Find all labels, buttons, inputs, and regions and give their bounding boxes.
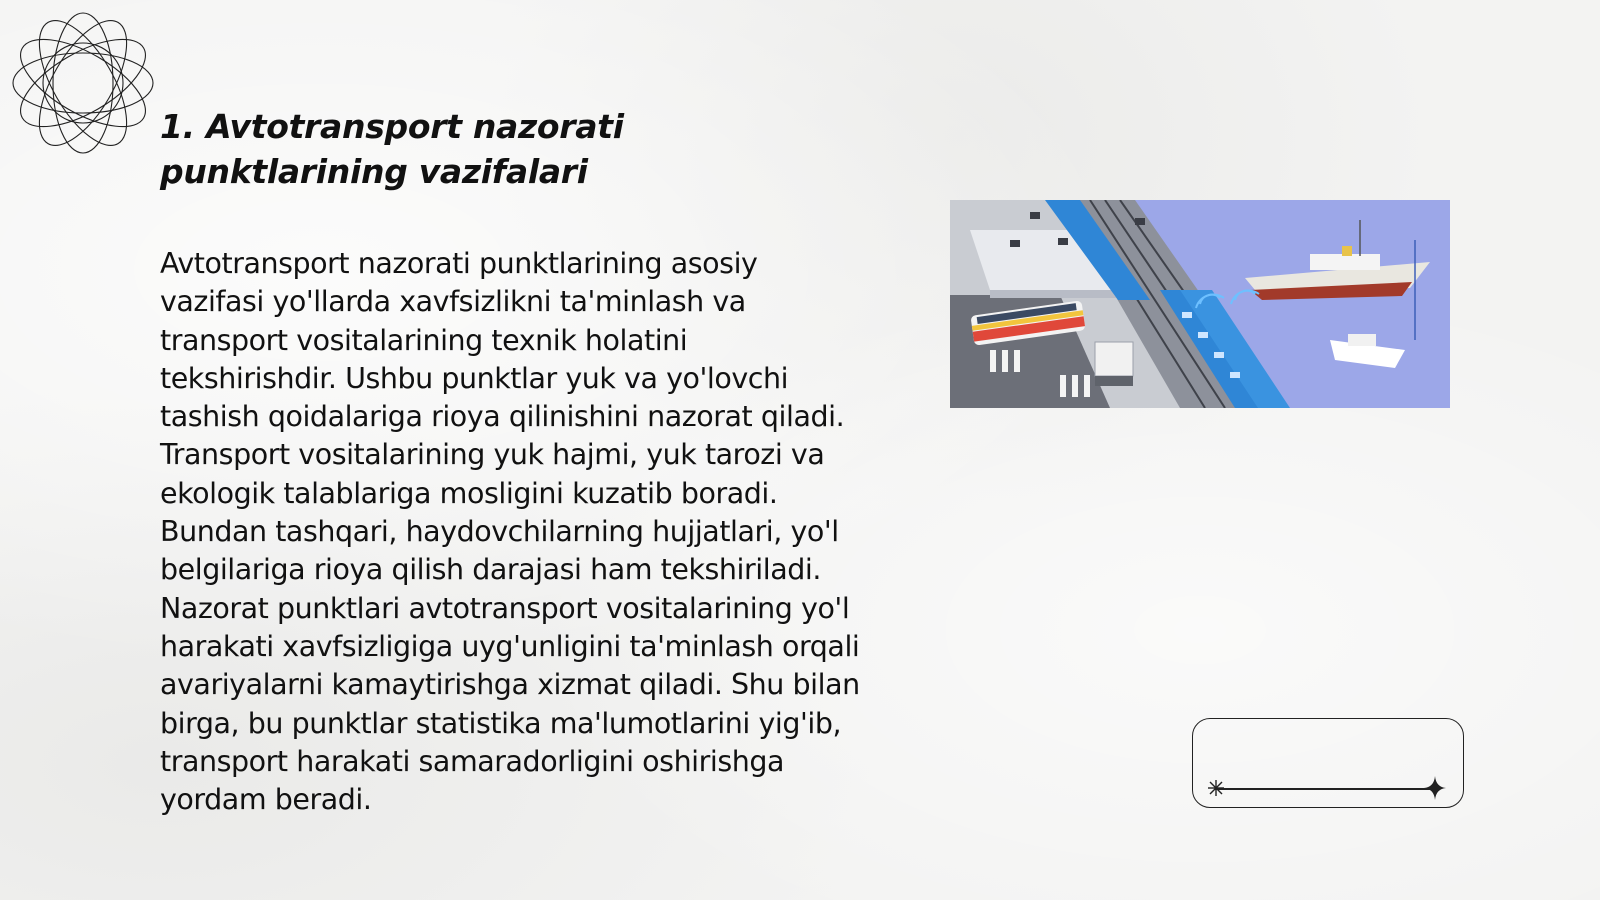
slide-body-text: Avtotransport nazorati punktlarining asosiy vazifasi yo'llarda xavfsizlikni ta'minlash va transport vositalarining texnik holatini tekshirishdir. Ushbu punktlar yuk va yo'lovchi tashish qoidalariga rioya qilinishini nazorat qiladi. Transport vositalarining yuk hajmi, yuk tarozi va ekologik talablariga mosligini kuzatib boradi. Bundan tashqari, haydovchilarning hujjatlari, yo'l belgilariga rioya qilish darajasi ham tekshiriladi. Nazorat punktlari avtotransport vositalarining yo'l harakati xavfsizligiga uyg'unligini ta'minlash orqali avariyalarni kamaytirishga xizmat qiladi. Shu bilan birga, bu punktlar statistika ma'lumotlarini yig'ib, transport harakati samaradorligini oshirishga yordam beradi.	[160, 247, 860, 817]
orbital-rings-icon	[10, 10, 156, 156]
four-point-star-icon	[1423, 775, 1447, 801]
burst-icon	[1207, 779, 1225, 797]
slide-title: 1. Avtotransport nazorati punktlarining vazifalari	[160, 107, 624, 191]
smart-transport-illustration	[950, 200, 1450, 408]
decorative-line	[1215, 788, 1437, 790]
decorative-frame	[1192, 718, 1464, 808]
